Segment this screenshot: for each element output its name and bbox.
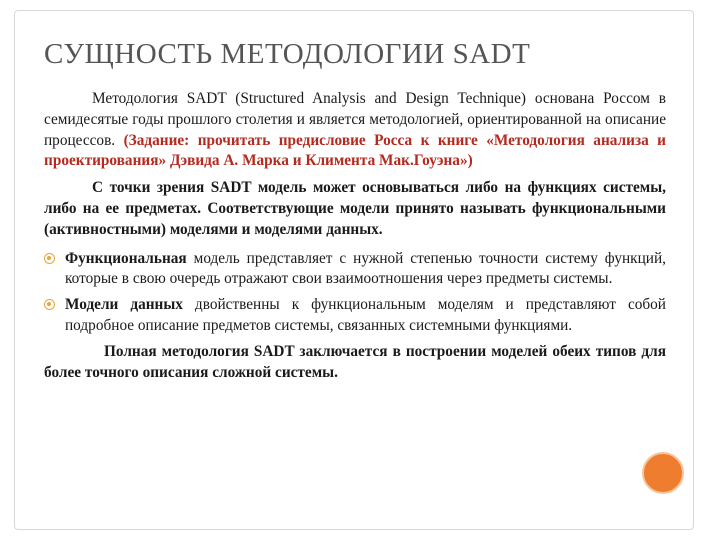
list-item — [44, 249, 666, 291]
task-note: (Задание: прочитать предисловие Росса к книге «Методология анализа и проектирования» Дэвида А. Марка и Климента Мак.Гоуэна») — [44, 131, 666, 170]
bullet-circle-icon — [44, 253, 55, 264]
bullet-list — [44, 249, 666, 337]
bullet-text: двойственны к функциональным моделям и представляют собой подробное описание предметов системы, связанных системными функциями. — [65, 296, 666, 334]
paragraph-intro — [44, 89, 666, 172]
bullet-text: модель представляет с нужной степенью точности систему функций, которые в свою очередь отражают свои взаимоотношения через предметы системы. — [65, 249, 666, 288]
list-item — [44, 295, 666, 337]
paragraph-models: С точки зрения SADT модель может основываться либо на функциях системы, либо на ее предметах. Соответствующие модели принято называть функциональными (активностными) моделями и моделями данных. — [44, 179, 666, 238]
intro-text: Методология SADT (Structured Analysis and Design Technique) основана Россом в семидесятые годы прошлого столетия и является методологией, ориентированной на описание процессов. — [44, 90, 666, 149]
bullet-lead: Функциональная — [65, 249, 187, 267]
slide-title: СУЩНОСТЬ МЕТОДОЛОГИИ SADT — [44, 38, 531, 70]
bullet-lead: Модели данных — [65, 296, 183, 314]
bullet-circle-icon — [44, 299, 55, 310]
slide-body — [44, 89, 666, 383]
paragraph-conclusion: Полная методология SADT заключается в построении моделей обеих типов для более точного описания сложной системы. — [44, 342, 666, 381]
decorative-circle-icon — [642, 452, 684, 494]
